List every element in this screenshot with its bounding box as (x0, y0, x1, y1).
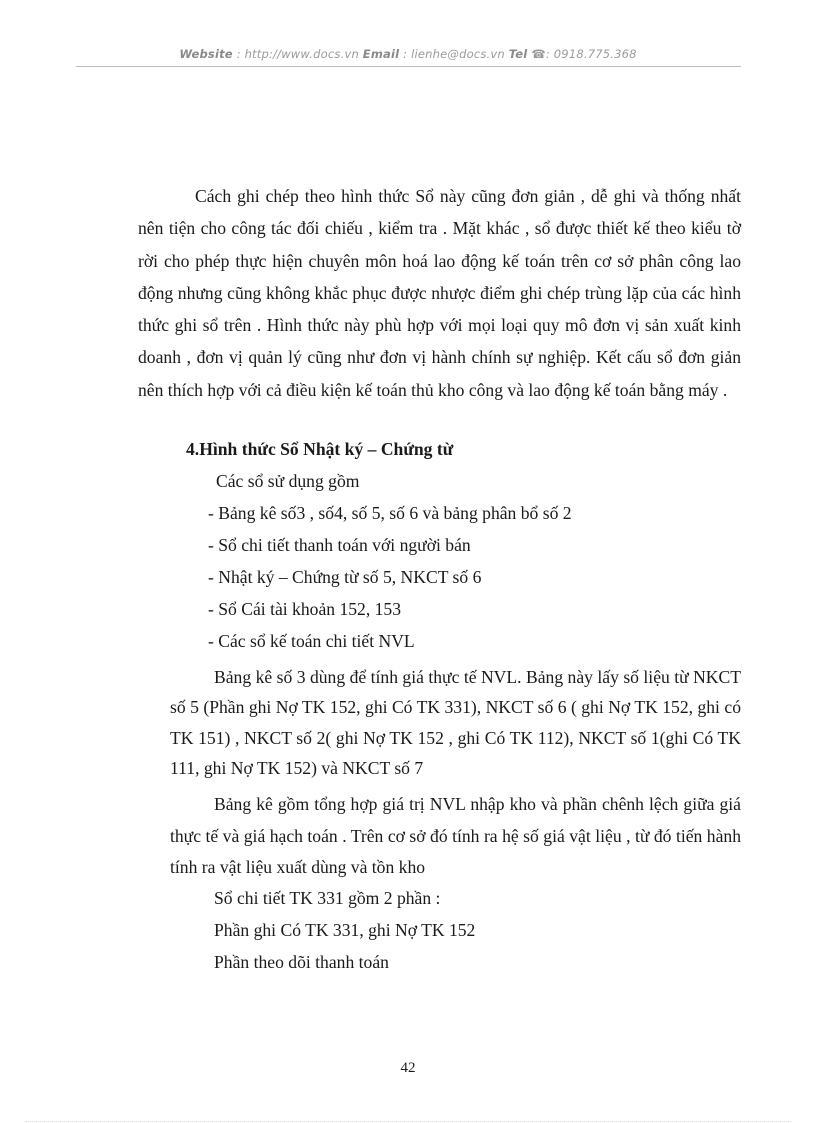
email-label: Email (362, 47, 400, 61)
book-item: - Các sổ kế toán chi tiết NVL (208, 631, 415, 651)
page-header (0, 47, 816, 61)
book-item: - Sổ Cái tài khoản 152, 153 (208, 599, 402, 619)
email-value: : lienhe@docs.vn (403, 47, 505, 61)
page-number: 42 (400, 1060, 416, 1076)
section-heading: 4.Hình thức Sổ Nhật ký – Chứng từ (186, 439, 454, 459)
tel-label: Tel (508, 47, 528, 61)
footer-divider (25, 1121, 791, 1122)
website-label: Website (179, 47, 233, 61)
tel-value: ☎: 0918.775.368 (531, 47, 637, 61)
paragraph-bang-ke-content: Bảng kê gồm tổng hợp giá trị NVL nhập kho và phần chênh lệch giữa giá thực tế và giá hạch toán . Trên cơ sở đó tính ra hệ số giá vật liệu , từ đó tiến hành tính ra vật liệu xuất dùng và tồn kho (170, 794, 741, 877)
tk331-intro: Sổ chi tiết TK 331 gồm 2 phần : (214, 888, 441, 908)
book-item: - Sổ chi tiết thanh toán với người bán (208, 535, 471, 555)
book-item: - Nhật ký – Chứng từ số 5, NKCT số 6 (208, 567, 482, 587)
tk331-part: Phần ghi Có TK 331, ghi Nợ TK 152 (214, 920, 476, 940)
book-item: - Bảng kê số3 , số4, số 5, số 6 và bảng phân bổ số 2 (208, 503, 572, 523)
website-value: : http://www.docs.vn (236, 47, 359, 61)
books-intro: Các sổ sử dụng gồm (216, 471, 360, 491)
tk331-part: Phần theo dõi thanh toán (214, 952, 389, 972)
paragraph-bang-ke-3: Bảng kê số 3 dùng để tính giá thực tế NVL. Bảng này lấy số liệu từ NKCT số 5 (Phần ghi Nợ TK 152, ghi Có TK 331), NKCT số 6 ( ghi Nợ TK 152, ghi có TK 151) , NKCT số 2( ghi Nợ TK 152 , ghi Có TK 112), NKCT số 1(ghi Có TK 111, ghi Nợ TK 152) và NKCT số 7 (170, 667, 741, 778)
paragraph-intro: Cách ghi chép theo hình thức Sổ này cũng đơn giản , dễ ghi và thống nhất nên tiện cho công tác đối chiếu , kiểm tra . Mặt khác , sổ được thiết kế theo kiểu tờ rời cho phép thực hiện chuyên môn hoá lao động kế toán trên cơ sở phân công lao động nhưng cũng không khắc phục được nhược điểm ghi chép trùng lặp của các hình thức ghi sổ trên . Hình thức này phù hợp với mọi loại quy mô đơn vị sản xuất kinh doanh , đơn vị quản lý cũng như đơn vị hành chính sự nghiệp. Kết cấu sổ đơn giản nên thích hợp với cả điều kiện kế toán thủ kho công và lao động kế toán bằng máy . (138, 186, 741, 400)
header-divider (76, 66, 741, 67)
